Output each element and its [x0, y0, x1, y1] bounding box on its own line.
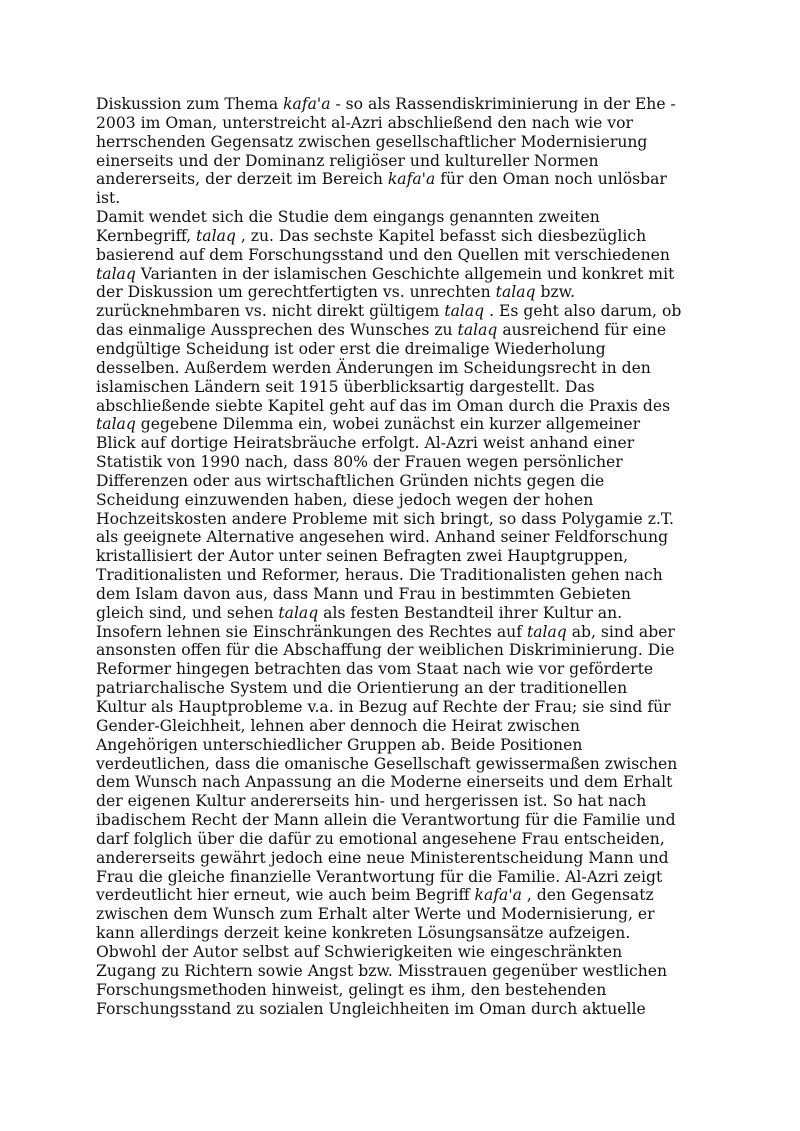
text-run: verdeutlichen, dass die omanische Gesellschaft gewissermaßen zwischen: [96, 754, 678, 773]
text-run: zurücknehmbaren vs. nicht direkt gültigem: [96, 302, 445, 321]
italic-term: talaq: [196, 226, 236, 245]
text-run: der Diskussion um gerechtfertigten vs. unrechten: [96, 283, 496, 302]
text-run: islamischen Ländern seit 1915 überblicksartig dargestellt. Das: [96, 377, 595, 396]
text-line: [96, 1000, 716, 1019]
text-run: , zu. Das sechste Kapitel befasst sich diesbezüglich: [235, 226, 647, 245]
text-run: gleich sind, und sehen: [96, 603, 279, 622]
text-run: dem Wunsch nach Anpassung an die Moderne einerseits und dem Erhalt: [96, 773, 673, 792]
text-run: endgültige Scheidung ist oder erst die dreimalige Wiederholung: [96, 339, 606, 358]
italic-term: kafa'a: [387, 170, 436, 189]
italic-term: kafa'a: [283, 95, 331, 113]
text-line: [96, 265, 716, 284]
text-run: Reformer hingegen betrachten das vom Staat nach wie vor geförderte: [96, 660, 654, 679]
text-line: [96, 547, 716, 566]
text-line: [96, 321, 716, 340]
text-line: [96, 962, 716, 981]
text-line: [96, 208, 716, 227]
text-line: [96, 114, 716, 133]
text-run: Frau die gleiche finanzielle Verantwortung für die Familie. Al-Azri zeigt: [96, 867, 663, 886]
text-line: [96, 623, 716, 642]
text-line: [96, 811, 716, 830]
text-line: [96, 378, 716, 397]
text-run: darf folglich über die dafür zu emotional angesehene Frau entscheiden,: [96, 829, 665, 848]
text-run: Kultur als Hauptprobleme v.a. in Bezug auf Rechte der Frau; sie sind für: [96, 698, 671, 716]
text-line: [96, 792, 716, 811]
text-line: [96, 585, 716, 604]
text-run: basierend auf dem Forschungsstand und den Quellen mit verschiedenen: [96, 245, 670, 264]
text-run: Diskussion zum Thema: [96, 95, 284, 113]
text-line: [96, 868, 716, 887]
text-run: desselben. Außerdem werden Änderungen im Scheidungsrecht in den: [96, 358, 651, 377]
text-line: [96, 95, 716, 114]
text-run: Traditionalisten und Reformer, heraus. Die Traditionalisten gehen nach: [96, 566, 663, 585]
text-line: [96, 283, 716, 302]
text-run: Zugang zu Richtern sowie Angst bzw. Misstrauen gegenüber westlichen: [96, 961, 668, 980]
text-line: [96, 755, 716, 774]
text-run: Damit wendet sich die Studie dem eingangs genannten zweiten: [96, 208, 600, 227]
text-run: Blick auf dortige Heiratsbräuche erfolgt. Al-Azri weist anhand einer: [96, 434, 635, 453]
text-run: 2003 im Oman, unterstreicht al-Azri abschließend den nach wie vor: [96, 113, 633, 132]
text-run: andererseits, der derzeit im Bereich: [96, 170, 388, 189]
text-run: . Es geht also darum, ob: [484, 302, 682, 321]
text-line: [96, 491, 716, 510]
text-line: [96, 510, 716, 529]
text-line: [96, 152, 716, 171]
text-run: kristallisiert der Autor unter seinen Befragten zwei Hauptgruppen,: [96, 547, 629, 566]
text-line: [96, 736, 716, 755]
text-line: [96, 415, 716, 434]
italic-term: talaq: [526, 622, 567, 641]
text-line: [96, 641, 716, 660]
text-line: [96, 359, 716, 378]
document-body: [96, 95, 716, 1018]
paragraph: [96, 95, 716, 208]
text-run: Kernbegriff,: [96, 226, 197, 245]
text-run: andererseits gewährt jedoch eine neue Ministerentscheidung Mann und: [96, 848, 669, 867]
text-line: [96, 397, 716, 416]
text-line: [96, 133, 716, 152]
text-run: kann allerdings derzeit keine konkreten Lösungsansätze aufzeigen.: [96, 924, 631, 943]
italic-term: talaq: [96, 264, 136, 283]
text-line: [96, 170, 716, 189]
text-run: einerseits und der Dominanz religiöser und kultureller Normen: [96, 151, 599, 170]
text-line: [96, 340, 716, 359]
text-line: [96, 472, 716, 491]
text-run: Varianten in der islamischen Geschichte allgemein und konkret mit: [135, 264, 675, 283]
italic-term: talaq: [278, 603, 319, 622]
italic-term: talaq: [444, 302, 485, 321]
text-run: ausreichend für eine: [497, 321, 667, 340]
text-run: Scheidung einzuwenden haben, diese jedoch wegen der hohen: [96, 490, 594, 509]
italic-term: kafa'a: [474, 886, 522, 905]
text-line: [96, 830, 716, 849]
text-run: Obwohl der Autor selbst auf Schwierigkeiten wie eingeschränkten: [96, 942, 623, 961]
text-run: der eigenen Kultur andererseits hin- und hergerissen ist. So hat nach: [96, 792, 647, 811]
text-line: [96, 886, 716, 905]
text-run: patriarchalische System und die Orientierung an der traditionellen: [96, 679, 628, 698]
text-run: Forschungsstand zu sozialen Ungleichheiten im Oman durch aktuelle: [96, 999, 646, 1018]
text-line: [96, 660, 716, 679]
text-line: [96, 227, 716, 246]
text-line: [96, 698, 716, 717]
text-run: gegebene Dilemma ein, wobei zunächst ein kurzer allgemeiner: [135, 415, 641, 434]
text-line: [96, 924, 716, 943]
text-run: ansonsten offen für die Abschaffung der weiblichen Diskriminierung. Die: [96, 641, 675, 660]
text-run: Gender-Gleichheit, lehnen aber dennoch die Heirat zwischen: [96, 716, 580, 735]
text-line: [96, 566, 716, 585]
text-line: [96, 849, 716, 868]
text-line: [96, 246, 716, 265]
text-run: ibadischem Recht der Mann allein die Verantwortung für die Familie und: [96, 811, 676, 830]
text-line: [96, 189, 716, 208]
text-run: dem Islam davon aus, dass Mann und Frau in bestimmten Gebieten: [96, 584, 631, 603]
text-run: - so als Rassendiskriminierung in der Ehe -: [330, 95, 676, 113]
document-page: [96, 95, 716, 1018]
text-run: Insofern lehnen sie Einschränkungen des Rechtes auf: [96, 622, 527, 641]
text-run: als geeignete Alternative angesehen wird. Anhand seiner Feldforschung: [96, 528, 669, 547]
text-run: Statistik von 1990 nach, dass 80% der Frauen wegen persönlicher: [96, 453, 623, 472]
text-run: verdeutlicht hier erneut, wie auch beim Begriff: [96, 886, 475, 905]
text-line: [96, 943, 716, 962]
text-run: , den Gegensatz: [521, 886, 654, 905]
text-line: [96, 981, 716, 1000]
text-run: als festen Bestandteil ihrer Kultur an.: [318, 603, 623, 622]
italic-term: talaq: [96, 415, 136, 434]
text-run: Hochzeitskosten andere Probleme mit sich bringt, so dass Polygamie z.T.: [96, 509, 674, 528]
text-line: [96, 528, 716, 547]
text-line: [96, 717, 716, 736]
paragraph: [96, 208, 716, 1018]
text-run: das einmalige Aussprechen des Wunsches zu: [96, 321, 458, 340]
text-run: zwischen dem Wunsch zum Erhalt alter Werte und Modernisierung, er: [96, 905, 655, 924]
text-line: [96, 434, 716, 453]
text-run: abschließende siebte Kapitel geht auf das im Oman durch die Praxis des: [96, 396, 671, 415]
text-line: [96, 604, 716, 623]
text-line: [96, 905, 716, 924]
text-line: [96, 773, 716, 792]
text-line: [96, 453, 716, 472]
text-run: Angehörigen unterschiedlicher Gruppen ab. Beide Positionen: [96, 735, 583, 754]
text-run: ab, sind aber: [566, 622, 675, 641]
text-run: für den Oman noch unlösbar: [435, 170, 667, 189]
text-run: Differenzen oder aus wirtschaftlichen Gründen nichts gegen die: [96, 471, 605, 490]
text-run: ist.: [96, 189, 121, 208]
text-line: [96, 679, 716, 698]
italic-term: talaq: [495, 283, 536, 302]
text-line: [96, 302, 716, 321]
text-run: Forschungsmethoden hinweist, gelingt es ihm, den bestehenden: [96, 980, 607, 999]
italic-term: talaq: [457, 321, 498, 340]
text-run: bzw.: [535, 283, 576, 302]
text-run: herrschenden Gegensatz zwischen gesellschaftlicher Modernisierung: [96, 132, 648, 151]
